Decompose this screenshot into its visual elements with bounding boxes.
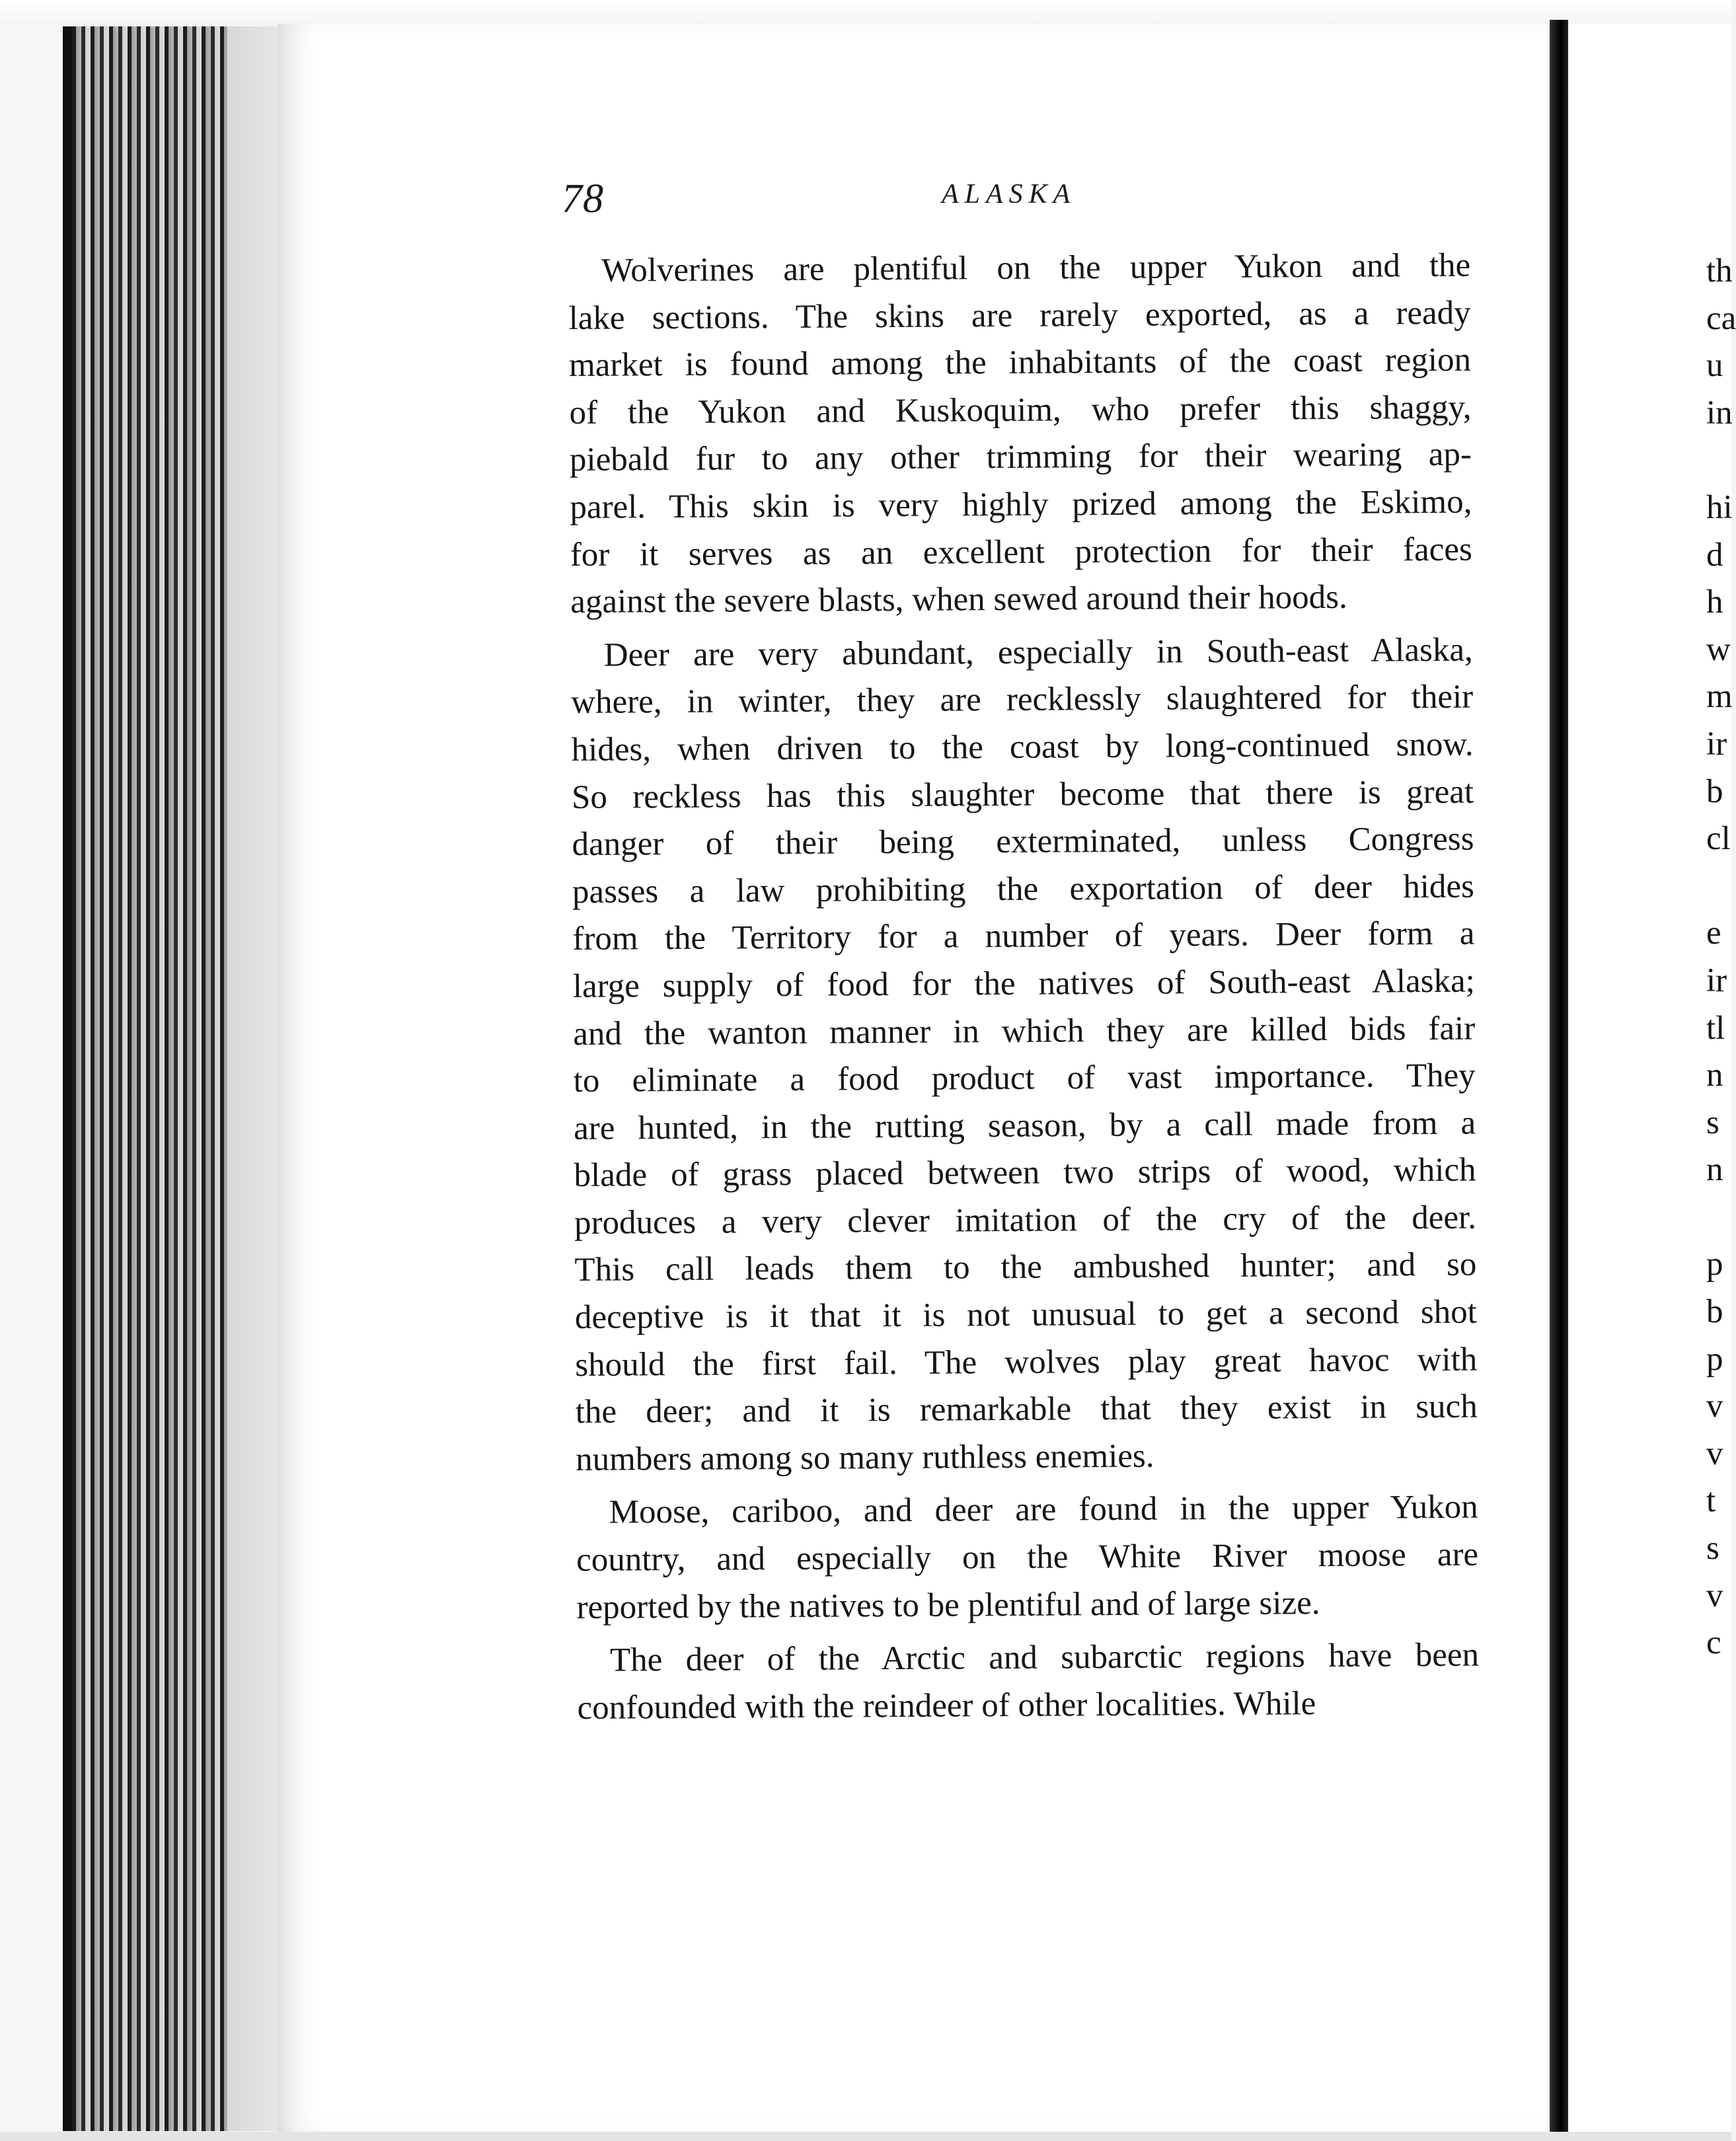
facing-fragment: v <box>1706 1435 1723 1472</box>
facing-fragment: ca <box>1706 299 1736 337</box>
paragraph <box>571 626 1478 1484</box>
scan-top-border <box>0 0 1731 26</box>
text-line: produces a very clever imitation of the cry of the deer. <box>574 1199 1477 1242</box>
facing-fragment: t <box>1706 1482 1716 1520</box>
facing-fragment: tl <box>1706 1009 1725 1047</box>
text-line: parel. This skin is very highly prized among the Eskimo, <box>570 483 1472 526</box>
text-line: where, in winter, they are recklessly slaughtered for their <box>571 678 1474 722</box>
text-line: deceptive is it that it is not unusual to get a second shot <box>574 1293 1478 1337</box>
text-line: Deer are very abundant, especially in South-east Alaska, <box>603 631 1473 674</box>
facing-fragment: ir <box>1706 961 1727 999</box>
text-line: hides, when driven to the coast by long-continued snow. <box>571 726 1474 769</box>
facing-fragment: m <box>1706 678 1733 716</box>
text-line: country, and especially on the White River moose are <box>576 1536 1479 1579</box>
text-line: the deer; and it is remarkable that they exist in such <box>575 1388 1478 1431</box>
facing-fragment: s <box>1706 1530 1719 1567</box>
text-line: Wolverines are plentiful on the upper Yukon and the <box>601 246 1471 289</box>
text-line: for it serves as an excellent protection for their faces <box>570 531 1472 574</box>
text-line: against the severe blasts, when sewed around their hoods. <box>570 578 1347 621</box>
text-line: lake sections. The skins are rarely exported, as a ready <box>568 294 1471 337</box>
facing-fragment: w <box>1706 630 1731 668</box>
facing-fragment <box>1706 863 1736 911</box>
book-page-edges <box>63 26 287 2131</box>
text-line: This call leads them to the ambushed hunter; and so <box>574 1246 1477 1289</box>
facing-fragment: u <box>1706 347 1723 385</box>
facing-fragment: v <box>1706 1577 1723 1614</box>
text-line: of the Yukon and Kuskoquim, who prefer this shaggy, <box>569 389 1472 432</box>
text-line: from the Territory for a number of years. Deer form a <box>572 915 1475 958</box>
facing-fragment: h <box>1706 583 1723 621</box>
text-line: passes a law prohibiting the exportation of deer hides <box>572 868 1475 911</box>
facing-fragment: b <box>1706 772 1723 810</box>
facing-fragment: ir <box>1706 725 1727 763</box>
text-line: and the wanton manner in which they are killed bids fair <box>573 1010 1476 1053</box>
running-title: ALASKA <box>942 179 1076 209</box>
text-line: blade of grass placed between two strips of wood, which <box>574 1151 1476 1195</box>
text-line: Moose, cariboo, and deer are found in the upper Yukon <box>609 1489 1478 1532</box>
paragraph <box>577 1632 1480 1733</box>
text-line: to eliminate a food product of vast importance. They <box>573 1057 1476 1100</box>
facing-fragment: p <box>1706 1246 1723 1283</box>
facing-fragment: b <box>1706 1293 1723 1331</box>
paragraph <box>568 243 1472 626</box>
facing-fragment: cl <box>1706 820 1731 858</box>
text-line: numbers among so many ruthless enemies. <box>576 1437 1154 1478</box>
paragraph <box>576 1484 1478 1632</box>
facing-fragment: n <box>1706 1057 1723 1094</box>
facing-page-text <box>1706 248 1736 1667</box>
text-line: So reckless has this slaughter become that there is great <box>571 773 1474 816</box>
facing-fragment: c <box>1706 1624 1721 1662</box>
facing-fragment: n <box>1706 1151 1723 1189</box>
text-line: danger of their being exterminated, unless Congress <box>572 820 1474 864</box>
text-line: large supply of food for the natives of South-east Alaska; <box>572 962 1475 1005</box>
facing-fragment <box>1706 1194 1736 1242</box>
text-line: piebald fur to any other trimming for their wearing ap- <box>569 436 1472 479</box>
page-number: 78 <box>562 176 604 221</box>
body-text <box>568 243 1480 1733</box>
running-head <box>562 170 1355 230</box>
text-line: reported by the natives to be plentiful and of large size. <box>576 1584 1320 1626</box>
facing-fragment: p <box>1706 1340 1723 1378</box>
facing-fragment <box>1706 437 1736 484</box>
scan-bottom-border <box>0 2132 1731 2141</box>
text-line: confounded with the reindeer of other localities. While <box>577 1684 1316 1727</box>
facing-fragment: d <box>1706 536 1723 574</box>
text-line: are hunted, in the rutting season, by a call made from a <box>573 1104 1476 1147</box>
facing-fragment: in <box>1706 394 1733 432</box>
facing-fragment: s <box>1706 1104 1719 1141</box>
book-gutter <box>1550 20 1568 2134</box>
facing-fragment: hi <box>1706 488 1733 526</box>
text-line: should the first fail. The wolves play great havoc with <box>575 1341 1478 1384</box>
facing-fragment: v <box>1706 1388 1723 1425</box>
text-line: The deer of the Arctic and subarctic regions have been <box>609 1636 1480 1679</box>
text-line: market is found among the inhabitants of the coast region <box>568 341 1472 385</box>
facing-fragment: e <box>1706 915 1721 952</box>
facing-fragment: th <box>1706 252 1733 289</box>
